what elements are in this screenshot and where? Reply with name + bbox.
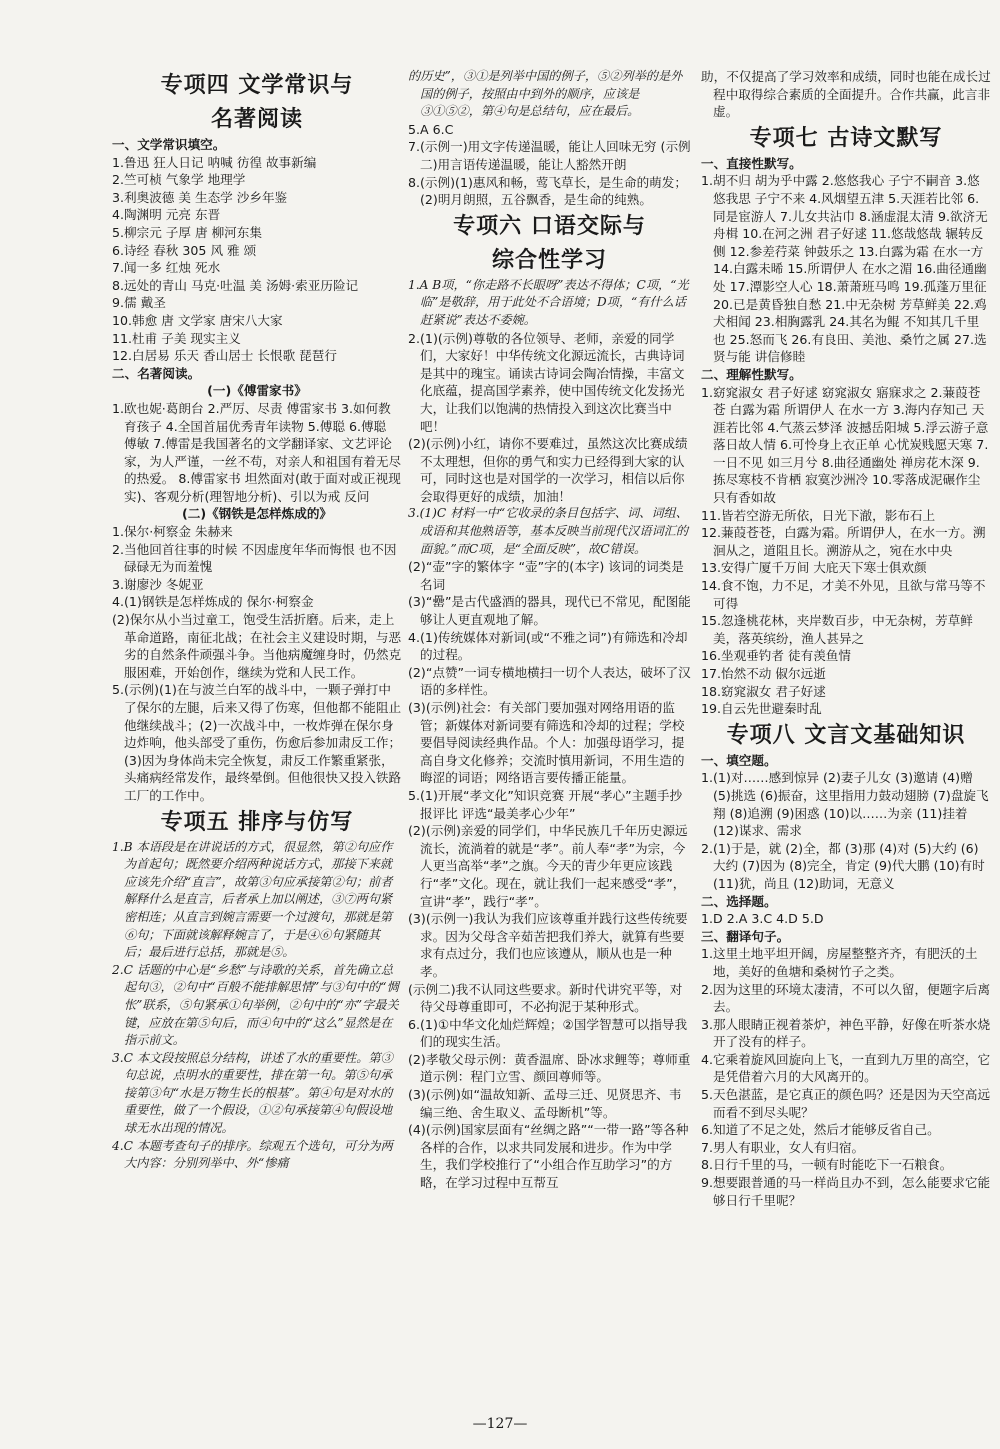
book-heading: (一)《傅雷家书》 (207, 383, 307, 399)
answer-line: (2)保尔从小当过童工，饱受生活折磨。后来，走上革命道路，南征北战；在社会主义建设时期，与恶劣的自然条件顽强斗争。当他病魔缠身时，仍然克服困难，开始创作，继续为党和人民工作。 (112, 612, 402, 680)
answer-line: 18.窈窕淑女 君子好逑 (701, 683, 826, 699)
answer-line: 6.知道了不足之处，然后才能够反省自己。 (701, 1122, 940, 1138)
answer-line: 11.杜甫 子美 现实主义 (112, 330, 241, 346)
answer-line: 4.它乘着旋风回旋向上飞，一直到九万里的高空，它是凭借着六月的大风离开的。 (701, 1051, 991, 1085)
answer-line: (3)“罍”是古代盛酒的器具，现代已不常见，配图能够让人更直观地了解。 (408, 594, 691, 628)
answer-line: (示例二)我不认同这些要求。新时代讲究平等，对待父母尊重即可，不必拘泥于某种形式。 (408, 981, 683, 1015)
answer-line: 2.(1)于是，就 (2)全，都 (3)那 (4)对 (5)大约 (6)大约 (7)因为 (8)完全，肯定 (9)代大鹏 (10)有时 (11)犹，尚且 (12)助词，无意义 (701, 840, 985, 891)
answer-line: 5.柳宗元 子厚 唐 柳河东集 (112, 224, 262, 240)
answer-line: 1.保尔·柯察金 朱赫来 (112, 524, 233, 540)
column-left (112, 68, 402, 1173)
answer-line: 13.安得广厦千万间 大庇天下寒士俱欢颜 (701, 560, 927, 576)
subsection-heading: 一、填空题。 (701, 752, 777, 768)
answer-line: 4.(1)传统媒体对新词(或“不雅之词”)有筛选和冷却的过程。 (408, 629, 688, 663)
answer-line: 12.白居易 乐天 香山居士 长恨歌 琵琶行 (112, 348, 337, 364)
answer-line: 15.忽逢桃花林，夹岸数百步，中无杂树，芳草鲜美，落英缤纷，渔人甚异之 (701, 613, 973, 646)
answer-line: (3)(示例)如“温故知新、孟母三迁、见贤思齐、韦编三绝、舍生取义、孟母断机”等。 (408, 1087, 682, 1120)
explanation-text: 4.C 本题考查句子的排序。综观五个选句，可分为两大内容：分别列举中、外“惨痛 (112, 1138, 393, 1171)
subsection-heading: 二、选择题。 (701, 893, 777, 909)
answer-line: 4.陶渊明 元亮 东晋 (112, 207, 221, 223)
subsection-heading: 二、理解性默写。 (701, 366, 802, 382)
subsection-heading: 二、名著阅读。 (112, 365, 201, 381)
answer-line: (2)(示例)亲爱的同学们，中华民族几千年历史源远流长，流淌着的就是“孝”。前人奉“孝”为宗，今人更当高举“孝”之旗。今天的青少年更应该践行“孝”文化。现在，就让我们一起来感受“孝”，宣讲“孝”，践行“孝”。 (408, 823, 688, 909)
explanation-text: 1.B 本语段是在讲说话的方式，很显然，第②句应作为首起句；既然要介绍两种说话方式，那接下来就应该先介绍“直言”，故第③句应承接第②句；前者解释什么是直言，后者承上加以阐述，③⑦两句紧密相连；从直言到婉言需要一个过渡句，那就是第⑥句；下面就该解释婉言了，于是④⑥句紧随其后；最后进行总括，那就是⑤。 (112, 839, 393, 960)
explanation-text: 2.C 话题的中心是“乡愁”与诗歌的关系，首先确立总起句③，②句中“百般不能排解思情”与③句中的“惆怅”联系，⑤句紧承①句举例，②句中的“亦”字最关键，应放在第⑤句后，而④句中的“这么”显然是在指示前文。 (112, 962, 399, 1048)
answer-line: 1.鲁迅 狂人日记 呐喊 彷徨 故事新编 (112, 154, 317, 170)
answer-line: 1.窈窕淑女 君子好逑 窈窕淑女 寤寐求之 2.蒹葭苍苍 白露为霜 所谓伊人 在水一方 3.海内存知己 天涯若比邻 4.气蒸云梦泽 波撼岳阳城 5.浮云游子意 落日故人情 6.可怜身上衣正单 心忧炭贱愿天寒 7.一日不见 如三月兮 8.曲径通幽处 禅房花木深 9.拣尽寒枝不肯栖 寂寞沙洲冷 10.零落成泥碾作尘 只有香如故 (701, 384, 989, 506)
explanation-text: 1.A B项，“你走路不长眼呀”表达不得体；C项，“光临”是敬辞，用于此处不合语境；D项，“有什么话赶紧说”表达不委婉。 (408, 277, 689, 327)
answer-line: 1.这里土地平坦开阔，房屋整整齐齐，有肥沃的土地，美好的鱼塘和桑树竹子之类。 (701, 946, 978, 979)
answer-line: (4)(示例)国家层面有“丝绸之路”“一带一路”等各种各样的合作，以求共同发展和进步。作为中学生，我们学校推行了“小组合作互助学习”的方略，在学习过程中互帮互 (408, 1122, 689, 1191)
answer-line: 1.(1)对……感到惊异 (2)妻子儿女 (3)邀请 (4)赠 (5)挑选 (6)振奋，这里指用力鼓动翅膀 (7)盘旋飞翔 (8)追溯 (9)困惑 (10)以……为亲 (11)挂着 (12)谋求、需求 (701, 770, 989, 839)
answer-line: 3.谢廖沙 冬妮亚 (112, 576, 204, 592)
answer-line: 3.那人眼睛正视着茶炉，神色平静，好像在听茶水烧开了没有的样子。 (701, 1016, 991, 1050)
answer-line: (2)孝敬父母示例：黄香温席、卧冰求鲤等；尊师重道示例：程门立雪、颜回尊师等。 (408, 1051, 691, 1085)
answer-line: (2)“壶”字的繁体字 “壶”字的(本字) 该词的词类是名词 (408, 559, 684, 592)
section-title: 专项四 文学常识与 (160, 72, 354, 98)
answer-line: 助，不仅提高了学习效率和成绩，同时也能在成长过程中取得综合素质的全面提升。合作共赢，此言非虚。 (701, 69, 991, 120)
answer-line: 3.利奥波德 美 生态学 沙乡年鉴 (112, 189, 288, 205)
answer-line: 11.皆若空游无所依，日光下澈，影布石上 (701, 507, 936, 523)
answer-line: 10.韩愈 唐 文学家 唐宋八大家 (112, 312, 283, 328)
explanation-text: 3.C 本文段按照总分结构，讲述了水的重要性。第③句总说，点明水的重要性，排在第一句。第⑤句承接第③句“水是万物生长的根基”。第④句是对水的重要性，做了一个假设，①②句承接第④句假设地球无水出现的情况。 (112, 1050, 393, 1136)
column-middle (408, 68, 691, 1192)
answer-line: 16.坐观垂钓者 徒有羡鱼情 (701, 648, 851, 664)
answer-line: 2.因为这里的环境太凄清，不可以久留，便题字后离去。 (701, 981, 991, 1015)
answer-line: 2.竺可桢 气象学 地理学 (112, 172, 246, 188)
answer-line: 8.(示例)(1)惠风和畅，莺飞草长，是生命的萌发；(2)明月朗照，五谷飘香，是生命的纯熟。 (408, 174, 687, 208)
answer-line: 12.蒹葭苍苍，白露为霜。所谓伊人，在水一方。溯洄从之，道阻且长。溯游从之，宛在水中央 (701, 525, 986, 558)
subsection-heading: 三、翻译句子。 (701, 928, 790, 944)
answer-line: 5.(示例)(1)在与波兰白军的战斗中，一颗子弹打中了保尔的左腿，后来又得了伤寒，但他都不能阻止他继续战斗；(2)一次战斗中，一枚炸弹在保尔身边炸响，他头部受了重伤，伤愈后参加肃反工作；(3)因为身体尚未完全恢复，肃反工作繁重紧张，头痛病经常发作，最终晕倒。但他很快又投入铁路工厂的工作中。 (112, 682, 402, 803)
answer-line: 5.A 6.C (408, 121, 454, 137)
answer-line: 8.远处的青山 马克·吐温 美 汤姆·索亚历险记 (112, 277, 359, 293)
answer-line: 7.闻一多 红烛 死水 (112, 260, 221, 276)
answer-line: 8.日行千里的马，一顿有时能吃下一石粮食。 (701, 1157, 953, 1173)
explanation-text: 的历史”，③①是列举中国的例子，⑤②列举的是外国的例子，按照由中到外的顺序，应该是③①⑤②，第④句是总结句，应在最后。 (408, 69, 683, 119)
section-title: 专项六 口语交际与 (453, 212, 646, 239)
answer-line: 9.儒 戴圣 (112, 295, 166, 311)
answer-line: 1.欧也妮·葛朗台 2.严厉、尽责 傅雷家书 3.如何教育孩子 4.全国首届优秀青年读物 5.傅聪 6.傅聪 傅敏 7.傅雷是我国著名的文学翻译家、文艺评论家，为人严谨，一丝不苟，对亲人和祖国有着无尽的热爱。 8.傅雷家书 坦然面对(敢于面对或正视现实)、客观分析(理智地分析)、引以为戒 反问 (112, 400, 402, 504)
column-right (701, 68, 991, 1209)
section-title: 专项五 排序与仿写 (160, 808, 354, 835)
explanation-text: 3.(1)C 材料一中“它收录的条目包括字、词、词组、成语和其他熟语等，基本反映当前现代汉语词汇的面貌。”而C项，是“全面反映”，故C错误。 (408, 506, 689, 556)
answer-line: 17.怡然不动 俶尔远逝 (701, 666, 826, 681)
answer-line: 7.男人有职业，女人有归宿。 (701, 1139, 865, 1155)
answer-line: 5.天色湛蓝，是它真正的颜色吗？还是因为天空高远而看不到尽头呢？ (701, 1087, 991, 1120)
book-heading: (二)《钢铁是怎样炼成的》 (181, 506, 333, 522)
answer-line: (2)“点赞”一词专横地横扫一切个人表达，破坏了汉语的多样性。 (408, 664, 691, 698)
answer-line: 19.自云先世避秦时乱 (701, 701, 822, 717)
answer-line: 6.诗经 春秋 305 风 雅 颂 (112, 242, 257, 258)
answer-line: 4.(1)钢铁是怎样炼成的 保尔·柯察金 (112, 594, 314, 610)
page-number: —127— (472, 1416, 528, 1432)
section-title: 专项八 文言文基础知识 (726, 721, 966, 748)
answer-line: 9.想要跟普通的马一样尚且办不到，怎么能要求它能够日行千里呢？ (701, 1175, 991, 1208)
section-title: 名著阅读 (210, 106, 303, 132)
answer-line: 5.(1)开展“孝文化”知识竞赛 开展“孝心”主题手抄报评比 评选“最美孝心少年” (408, 787, 683, 821)
answer-line: 14.食不饱，力不足，才美不外见，且欲与常马等不可得 (701, 578, 986, 611)
answer-line: 2.(1)(示例)尊敬的各位领导、老师，亲爱的同学们，大家好！中华传统文化源远流长，古典诗词是其中的瑰宝。诵读古诗词会陶冶情操，丰富文化底蕴，提高国学素养，使中国传统文化发扬光大，让我们以饱满的热情投入到这次比赛当中吧！ (408, 330, 685, 434)
answer-line: 1.胡不归 胡为乎中露 2.悠悠我心 子宁不嗣音 3.悠悠我思 子宁不来 4.风烟望五津 5.天涯若比邻 6.同是宦游人 7.儿女共沾巾 8.涵虚混太清 9.欲济无舟楫 10.在河之洲 君子好逑 11.悠哉悠哉 辗转反侧 12.参差荇菜 钟鼓乐之 13.白露为霜 在水一方 14.白露未晞 15.所谓伊人 在水之湄 16.曲径通幽处 17.潭影空人心 18.萧萧班马鸣 19.孤蓬万里征 20.已是黄昏独自愁 21.中无杂树 芳草鲜美 22.鸡犬相闻 23.相胸露乳 24.其名为鲲 不知其几千里也 25.怒而飞 26.有良田、美池、桑竹之属 27.选贤与能 讲信修睦 (701, 173, 988, 365)
answer-line: 7.(示例一)用文字传递温暖，能让人回味无穷 (示例二)用言语传递温暖，能让人豁然开朗 (408, 139, 691, 172)
subsection-heading: 一、直接性默写。 (701, 155, 802, 171)
answer-line: 6.(1)①中华文化灿烂辉煌；②国学智慧可以指导我们的现实生活。 (408, 1016, 688, 1050)
answer-line: (3)(示例)社会：有关部门要加强对网络用语的监管；新媒体对新词要有筛选和冷却的过程；学校要倡导阅读经典作品。个人：加强母语学习，提高自身文化修养；交流时慎用新词，不用生造的晦涩的词语；网络语言要传播正能量。 (408, 700, 685, 786)
answer-line: (2)(示例)小红，请你不要难过，虽然这次比赛成绩不太理想，但你的勇气和实力已经得到大家的认可，同时这也是对国学的一次学习，相信以后你会取得更好的成绩，加油！ (408, 436, 688, 504)
subsection-heading: 一、文学常识填空。 (112, 137, 226, 152)
answer-line: 2.当他回首往事的时候 不因虚度年华而悔恨 也不因碌碌无为而羞愧 (112, 541, 397, 575)
section-title: 综合性学习 (491, 246, 607, 273)
section-title: 专项七 古诗文默写 (749, 124, 943, 151)
answer-line: 1.D 2.A 3.C 4.D 5.D (701, 911, 824, 927)
answer-line: (3)(示例一)我认为我们应该尊重并践行这些传统要求。因为父母含辛茹苦把我们养大，就算有些要求有点过分，我们也应该遵从，顺从也是一种孝。 (408, 911, 688, 979)
